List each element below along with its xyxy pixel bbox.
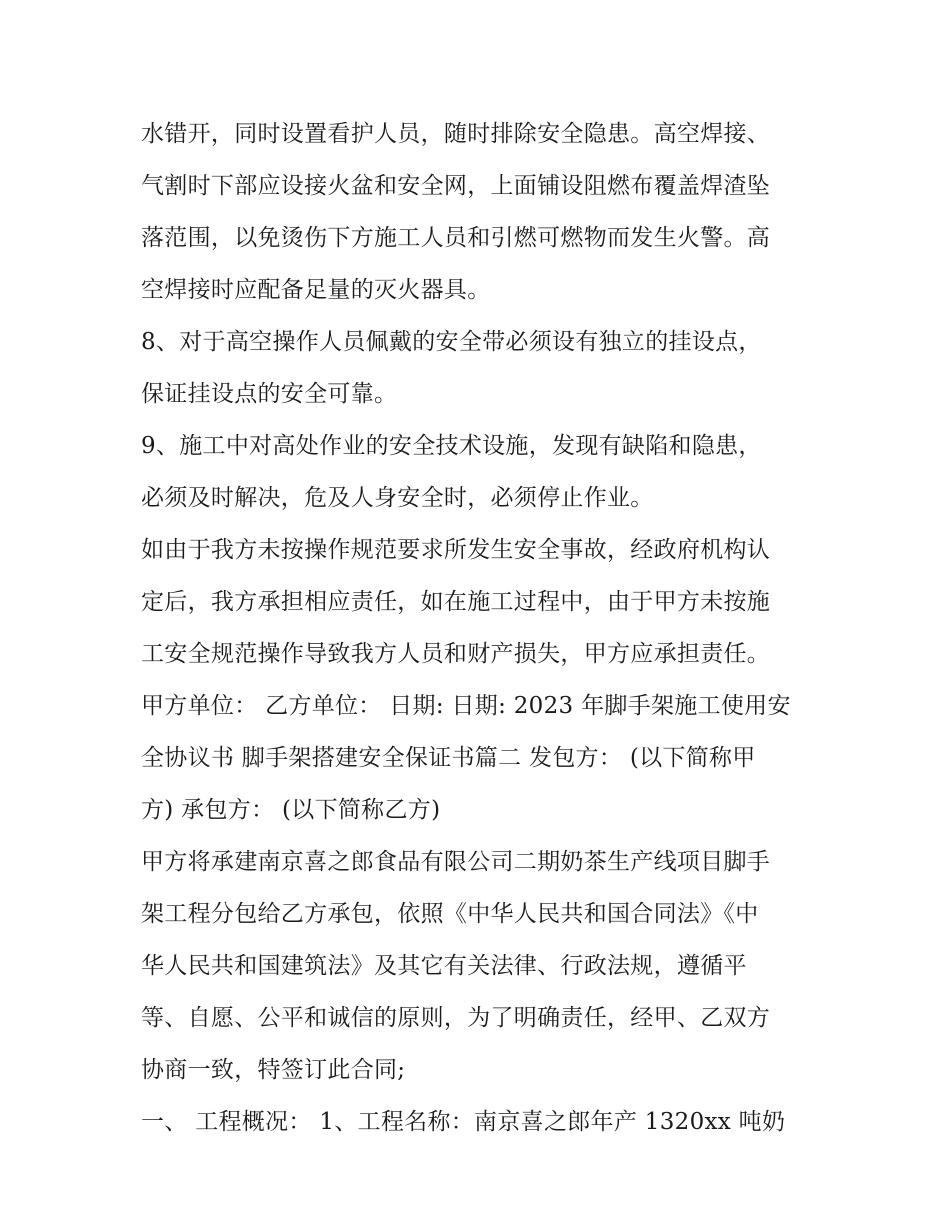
text-line: 等、自愿、公平和诚信的原则，为了明确责任，经甲、乙双方: [141, 1005, 771, 1031]
text-line: 华人民共和国建筑法》及其它有关法律、行政法规，遵循平: [141, 953, 747, 979]
text-line: 协商一致，特签订此合同;: [141, 1057, 406, 1083]
text-line: 工安全规范操作导致我方人员和财产损失，甲方应承担责任。: [141, 641, 771, 667]
text-line: 必须及时解决，危及人身安全时，必须停止作业。: [141, 485, 654, 511]
text-line: 甲方单位： 乙方单位： 日期: 日期: 2023 年脚手架施工使用安: [141, 693, 791, 719]
text-line: 架工程分包给乙方承包，依照《中华人民共和国合同法》《中: [141, 901, 759, 927]
text-line: 9、施工中对高处作业的安全技术设施，发现有缺陷和隐患，: [141, 433, 762, 459]
text-line: 落范围，以免烫伤下方施工人员和引燃可燃物而发生火警。高: [141, 225, 771, 251]
text-line: 空焊接时应配备足量的灭火器具。: [141, 277, 491, 303]
text-line: 方) 承包方： (以下简称乙方): [141, 797, 441, 823]
text-line: 全协议书 脚手架搭建安全保证书篇二 发包方： (以下简称甲: [141, 745, 756, 771]
text-line: 一、 工程概况： 1、工程名称：南京喜之郎年产 1320xx 吨奶: [141, 1109, 786, 1135]
text-line: 8、对于高空操作人员佩戴的安全带必须设有独立的挂设点，: [141, 329, 762, 355]
text-line: 定后，我方承担相应责任，如在施工过程中，由于甲方未按施: [141, 589, 771, 615]
text-line: 水错开，同时设置看护人员，随时排除安全隐患。高空焊接、: [141, 121, 771, 147]
document-body: [141, 108, 821, 1148]
text-line: 保证挂设点的安全可靠。: [141, 381, 398, 407]
text-line: 气割时下部应设接火盆和安全网，上面铺设阻燃布覆盖焊渣坠: [141, 173, 771, 199]
text-line: 甲方将承建南京喜之郎食品有限公司二期奶茶生产线项目脚手: [141, 849, 771, 875]
text-line: 如由于我方未按操作规范要求所发生安全事故，经政府机构认: [141, 537, 771, 563]
